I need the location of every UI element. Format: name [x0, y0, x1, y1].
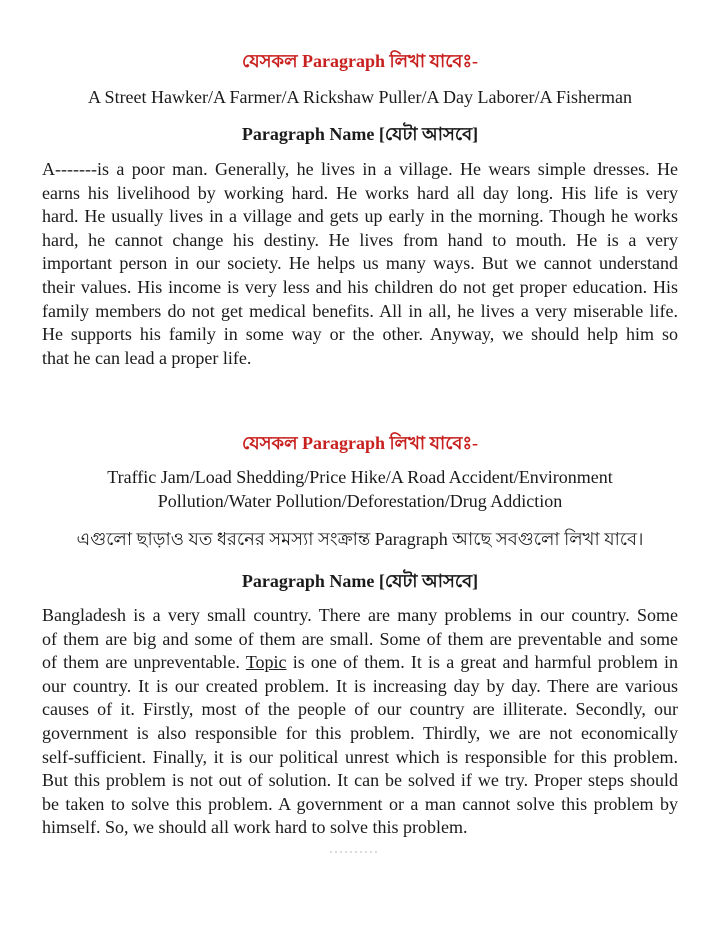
paragraph-line: of them are big and some of them are small. Some of them are preventable and some	[42, 628, 678, 649]
paragraph-line	[42, 651, 678, 675]
paragraph-text: of them are unpreventable.	[42, 652, 240, 673]
paragraph-line: hard, he cannot change his destiny. He lives from hand to mouth. He is a very	[42, 229, 678, 250]
paragraph-line: causes of it. Firstly, most of the people of our country are illiterate. Secondly, our	[42, 699, 678, 720]
decorative-dots	[330, 851, 380, 853]
section1-topics: A Street Hawker/A Farmer/A Rickshaw Puller/A Day Laborer/A Fisherman	[88, 87, 632, 107]
section2-topics-line1: Traffic Jam/Load Shedding/Price Hike/A Road Accident/Environment	[107, 467, 613, 487]
section2-paragraph	[42, 604, 678, 840]
paragraph-line: their values. His income is very less and his children do not get proper education. His	[42, 276, 678, 297]
paragraph-line: our country. It is our created problem. It is increasing day by day. There are various	[42, 675, 678, 696]
section1-paragraph-title: Paragraph Name [যেটা আসবে]	[241, 124, 479, 144]
paragraph-line: be taken to solve this problem. A government or a man cannot solve this problem by	[42, 793, 678, 814]
section1-paragraph	[42, 158, 678, 370]
paragraph-line: himself. So, we should all work hard to solve this problem.	[42, 817, 468, 838]
paragraph-text: is one of them. It is a great and harmful problem in	[292, 652, 678, 673]
section2-note: এগুলো ছাড়াও যত ধরনের সমস্যা সংক্রান্ত Paragraph আছে সবগুলো লিখা যাবে।	[76, 529, 644, 549]
paragraph-line: Bangladesh is a very small country. There are many problems in our country. Some	[42, 605, 678, 625]
paragraph-line: that he can lead a proper life.	[42, 347, 252, 368]
section2-topics-line2: Pollution/Water Pollution/Deforestation/Drug Addiction	[157, 491, 563, 511]
paragraph-line: earns his livelihood by working hard. He works hard all day long. His life is very	[42, 182, 678, 203]
topic-placeholder: Topic	[245, 652, 287, 673]
paragraph-line: hard. He usually lives in a village and gets up early in the morning. Though he works	[42, 206, 678, 227]
section1-header: যেসকল Paragraph লিখা যাবেঃ-	[241, 51, 479, 71]
paragraph-line: self-sufficient. Finally, it is our political unrest which is responsible for this problem.	[42, 746, 678, 767]
section2-header: যেসকল Paragraph লিখা যাবেঃ-	[241, 433, 479, 453]
section2-paragraph-title: Paragraph Name [যেটা আসবে]	[241, 571, 479, 591]
paragraph-line: government is also responsible for this problem. Thirdly, we are not economically	[42, 722, 678, 743]
paragraph-line: important person in our society. He helps us many ways. But we cannot understand	[42, 253, 678, 274]
paragraph-line: family members do not get medical benefits. All in all, he lives a very miserable life.	[42, 300, 678, 321]
paragraph-line: He supports his family in some way or the other. Anyway, we should help him so	[42, 324, 678, 345]
paragraph-line: But this problem is not out of solution. It can be solved if we try. Proper steps should	[42, 770, 678, 791]
paragraph-line: A-------is a poor man. Generally, he lives in a village. He wears simple dresses. He	[42, 159, 678, 179]
